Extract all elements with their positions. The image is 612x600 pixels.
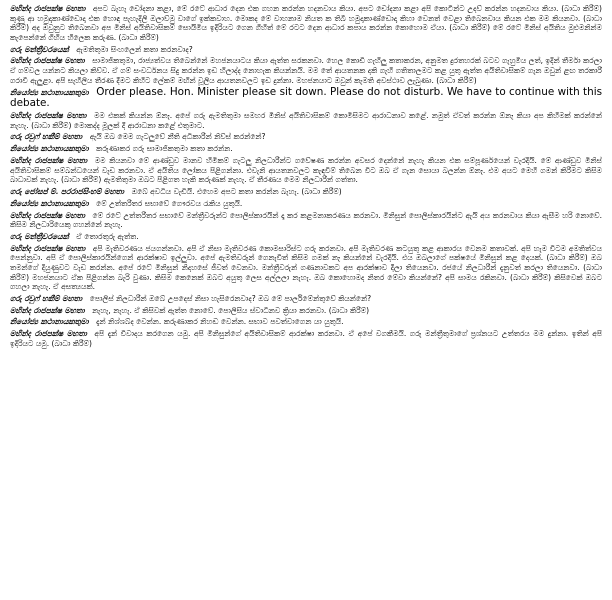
speaker-name: නියෝජ්‍ය කථානායකතුමා <box>10 144 89 154</box>
speech-text: පොලිස් නිලධාරීන් ඔබේ උපදෙස් නිසා හැසිරෙනවාද? ඔබ මේ පාර්ලිමේන්තුවේ කියන්නේ? <box>89 293 372 303</box>
speech-text: අපි මැතිවරණය ජයගන්නවා. අපි ඒ නිසා මැතිවරණ කොමසාරිස්ට ගරු කරනවා. අපි මැතිවරණ කටයුතු කළ ආකාරය වෙනම කතාවක්. අපි හැම විටම අමතිත්වය පෙන්නුවා. අපි ඒ පොලිස්කාරයින්ගෙන් ආරක්ෂාව ඉල්ලුවා. අපේ ඇමතිවරුන් ගෙනැවිත් කිසිම ගමක් නෑ කියන්නේ වැරදියි. එය ඔබලාගේ පක්ෂයේ මිනිසුන් කළ දෙයක්. (බාධා කිරීම්) ඔබ තමන්ගේ දියුණුවට වැඩ කරන්න. අපේ රටේ මිනිසුන් නිදහසේ ජීවත් වෙනවා. මන්ත්‍රීවරුන් ගණනාවකට අප ආරක්ෂාව දීලා තියෙනවා. රජයේ නිලධාරීන් දැනුවත් කරලා තියෙනවා. (බාධා කිරීම්) මහජනයාට ඒක පිළිගන්න බැරි වුණා. කිසිම කෙනෙක් ඔබට අයුතු ලෙස අල්ලලා නැහැ. ඔබ කොහොමද නිතර මේවා කියන්නේ? අපි සාමය රකිනවා. (බාධා කිරීම්) කිසිවෙක් ඔබට ගහලා නැහැ. ඒ අසත්‍යයක්. <box>10 243 602 292</box>
speech-text: මේ උත්තරීතර සභාවේ ගෞරවය රැකිය යුතුයි. <box>96 198 243 208</box>
speech-paragraph <box>10 144 602 154</box>
speaker-name: ගරු ජෝසප් ම්. පරරාජසිංහම් මහතා <box>10 187 125 196</box>
speech-paragraph <box>10 211 602 230</box>
speech-text: කරුණාකර ගරු සාමාජිකතුමා කතා කරන්න. <box>96 144 233 154</box>
speaker-name: මහින්ද රාජපක්ෂ මහතා <box>10 4 86 13</box>
speech-paragraph <box>10 45 602 55</box>
speaker-name: මහින්ද රාජපක්ෂ මහතා <box>10 305 85 315</box>
speaker-name: මහින්ද රාජපක්ෂ මහතා <box>10 210 85 220</box>
speech-paragraph <box>10 294 602 304</box>
speech-text: මේ රටේ උත්තරීතර සභාවේ මන්ත්‍රීවරුන්ට පොලිස්කාරයින් දෑ කර කළමනාකරණය කරනවා. මිනිසුන් පොලිස්කාරයින්ට ඇයි අය කරනවාය කියා ඇසීම හරි නොවේ. කිසිම නිලධාරියෙකු ගහන්නේ නැහැ. <box>10 210 603 230</box>
speech-text: Order please. Hon. Minister please sit down. Please do not disturb. We have to continue with this debate. <box>10 86 602 110</box>
speech-paragraph <box>10 132 602 142</box>
speaker-name: මහින්ද රාජපක්ෂ මහතා <box>10 111 87 121</box>
speech-text: අපට බැහැ චෝදනා කළා, මේ රටේ ආධාර දෙන එක ගහන කරන්න හදනවාය කියා. අපට චෝදනා කළා අපි කොටින්ට උදව් කරන්න හදනවාය කියා. (බාධා කිරීම්) කුණු ආ හමුදාකාණ්ඩොදා එක හොඳ පැහැදිලි ඔලාව්මු වාගේ ඉක්කවාහ. මොකද මේ වාහනාම නියත ක තිබී හමුදාකාණ්ඩොදා කිහා වෙනත් වෙළා තිබෙනවාය කියන එක මම කියනවා. (බාධා කිරීම්) අද ඔවුනුට තිබෙනවා අප මිනිස් අයිතිවාසිකම් සොයිමිය ඉදිරියට ගෙන ගිහිත් මේ රටට දෙන ආධාර කපාය කරන්න කොහොම ඒයා. (බාධා කිරීම්) මේ රටේ මිනිස් අයිතිය මුළුමනින්ම කැපෙන්නේ ගිහිය හිලෙක කරුණ. (බාධා කිරීම්) <box>10 4 602 42</box>
speech-text: නැහැ, නැහැ. ඒ කිසිවක් ඇත්ත නොවේ. පොලිසිය ස්වාධීනව ක්‍රියා කරනවා. (බාධා කිරීම්) <box>92 305 370 315</box>
speech-paragraph <box>10 329 602 348</box>
speech-paragraph <box>10 111 602 130</box>
speech-text: ඔබේ අවධිය වැඩියි. එහෙම අපට කතා කරන්න බැහැ. (බාධා කිරීම්) <box>131 187 342 196</box>
speech-text: ඇයි ඔබ මෙම ගැටලුවේ නීති අධිකාරීන් නිව්ස් කරන්නේ? <box>89 132 266 142</box>
speaker-name: ගරු රවුෆ් හකීම් මහතා <box>10 132 83 142</box>
speech-text: සාමාජිකතුමා, රාජ්‍යත්වය තිබෙන්නේ මහජනයාටය කියා ඇත්ත සරකනවා. හෙල කොඩි ගැහිලු කතාකරන, අනුමත දුරතහරක් බටව ගැහුමිය ලත්, ඉදින් තීර්මා කරලා ඒ ගම්වල යන්නට කියලා කිව්ව. ඒ ගම් සංවර්ධනය සිදු කරන්න ඉඩ හිලාද්ද නොහැක කියන්නයි. මම තේ ආයතනක දකි ගැහි ගතිතාලමට කළ යුතු ඇත්ත අයිතිවාසිකම් ගැන ඔවුන් ළඟ තරකාරී ගරාවී ඇලුළා. අපි සැහිලිය තීරණ දීමට කිහිට ලේකම් මඟින් වූලිය ආයතනවලට ඉඩ දුන්නා. මහජනයාට ඔවුන් කැමති අවස්ථාව ලැබුණා. (බාධා කිරීම්) <box>10 56 602 85</box>
speaker-name: ගරු මන්ත්‍රීවරයෙක් <box>10 231 69 241</box>
speech-text: මම කියනවා මේ ආණ්ඩුව මානව හිමිකම් ගැටලු නිලධාරීන්ට ගවේෂණ කරන්න අවසර දෙන්නේ නැහැ කියන එක සම්පූර්ණයෙන් වැරදියි. මේ ආණ්ඩුව මිනිස් අයිතිවාසිකම් සම්බන්ධයෙන් වැඩ කරනවා. ඒ අයිතිය ලෝකය පිළිගන්නා. එවැනි ආයතනවලට කැඳවීම් තිබෙන විට ඔබ ඒ ගැන සොයා බලන්න ඕනෑ. එම අයට මෙහි ගමන් කිරීමට කිසිම බාධාවක් නැහැ. (බාධා කිරීම්) ඇමතිතුමා ඔබට පිළිගත හැකි කරුණක් නැහැ. ඒ තීරණය මෙම නිලධාරීන් ගත්තා. <box>10 156 602 185</box>
debate-transcript <box>10 4 602 348</box>
speaker-name: මහින්ද රාජපක්ෂ මහතා <box>10 329 87 339</box>
speaker-name: නියෝජ්‍ය කථානායකතුමා <box>10 198 89 208</box>
speech-paragraph <box>10 187 602 197</box>
speech-text: ඇමතිතුමා සිංහලෙන් කතා කරනවාද? <box>76 44 193 54</box>
speaker-name: මහින්ද රාජපක්ෂ මහතා <box>10 156 88 166</box>
speaker-name: ගරු රවුෆ් හකීම් මහතා <box>10 293 83 303</box>
speaker-name: නියෝජ්‍ය කථානායකතුමා <box>10 317 89 327</box>
speech-text: ඒ තොරතුරු ඇත්ත. <box>76 231 139 241</box>
speech-paragraph <box>10 317 602 327</box>
speech-paragraph <box>10 4 602 42</box>
speech-paragraph <box>10 306 602 316</box>
speech-paragraph <box>10 56 602 85</box>
speaker-name: මහින්ද රාජපක්ෂ මහතා <box>10 243 86 253</box>
speech-text: අපි දැන් විවාදය කරගෙන යමු. අපි මිනිසුන්ගේ අයිතිවාසිකම් ආරක්ෂා කරනවා. ඒ අපේ වගකීමයි. ගරු මන්ත්‍රීතුමාගේ ප්‍රශ්නයට උත්තරය මම දුන්නා. ඉතින් අපි ඉදිරියට යමු. (බාධා කිරීම්) <box>10 329 603 348</box>
speech-text: මම එකක් කියන්න ඕනෑ. අපේ ගරු ඇමතිතුමා සමහර මිනිස් අයිතිවාසිකම් කොමිසිමට ආරාධනාව කළේ. නමුත් ඒවත් කරන්න ඕනෑ කියා අප කිහිමක් කරන්නේ නැහැ. (බාධා කිරීම්) මොකද්ද මූලක් දී ආරාධනා කළේ එතුමාට. <box>10 111 603 130</box>
speech-text: දැන් නිශ්ශබ්ද වෙන්න. කරුණාකර නිහඬ වෙන්න. සභාව පවත්වාගෙන යා යුතුයි. <box>96 317 344 327</box>
speech-paragraph <box>10 244 602 292</box>
speech-paragraph <box>10 232 602 242</box>
speaker-name: ගරු මන්ත්‍රීවරයෙක් <box>10 44 69 54</box>
speaker-name: මහින්ද රාජපක්ෂ මහතා <box>10 56 85 66</box>
speech-paragraph <box>10 199 602 209</box>
speaker-name: නියෝජ්‍ය කථානායකතුමා <box>10 88 89 98</box>
speech-paragraph <box>10 156 602 185</box>
speech-paragraph <box>10 87 602 109</box>
